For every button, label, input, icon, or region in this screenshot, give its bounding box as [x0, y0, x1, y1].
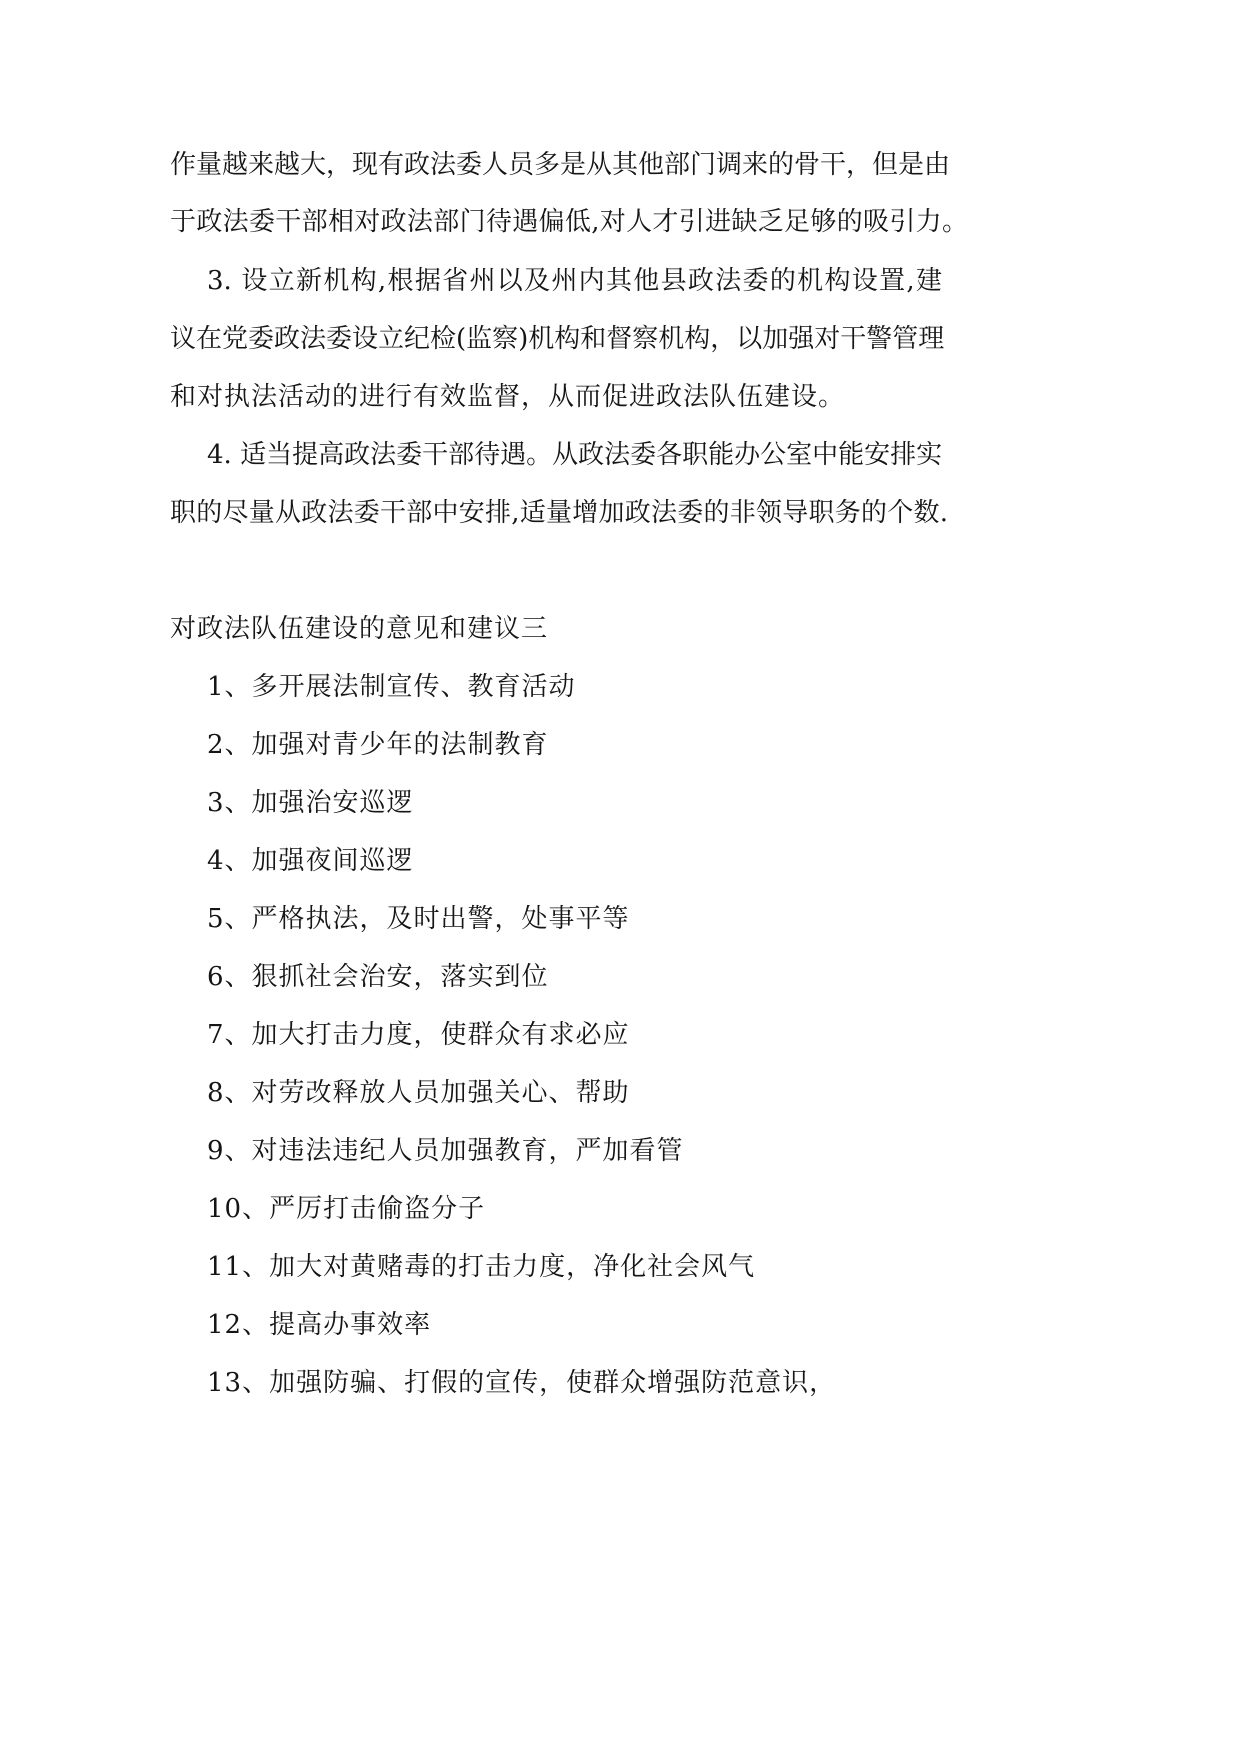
text-line: 议在党委政法委设立纪检(监察)机构和督察机构，以加强对干警管理 — [170, 324, 945, 354]
section-heading: 对政法队伍建设的意见和建议三 — [170, 614, 549, 644]
list-item: 3、加强治安巡逻 — [207, 788, 414, 818]
text-line: 于政法委干部相对政法部门待遇偏低,对人才引进缺乏足够的吸引力。 — [170, 207, 968, 237]
list-item: 6、狠抓社会治安，落实到位 — [207, 962, 549, 992]
list-item: 7、加大打击力度，使群众有求必应 — [207, 1020, 630, 1050]
list-item: 13、加强防骗、打假的宣传，使群众增强防范意识， — [207, 1368, 837, 1398]
numbered-paragraph-4: 4. 适当提高政法委干部待遇。从政法委各职能办公室中能安排实 — [207, 440, 943, 470]
list-item: 8、对劳改释放人员加强关心、帮助 — [207, 1078, 630, 1108]
numbered-paragraph-3: 3. 设立新机构,根据省州以及州内其他县政法委的机构设置,建 — [207, 266, 942, 296]
list-item: 9、对违法违纪人员加强教育，严加看管 — [207, 1136, 684, 1166]
list-item: 1、多开展法制宣传、教育活动 — [207, 672, 576, 702]
text-line: 作量越来越大，现有政法委人员多是从其他部门调来的骨干，但是由 — [170, 150, 951, 180]
list-item: 10、严厉打击偷盗分子 — [207, 1194, 486, 1224]
list-item: 12、提高办事效率 — [207, 1310, 432, 1340]
list-item: 2、加强对青少年的法制教育 — [207, 730, 549, 760]
text-line: 职的尽量从政法委干部中安排,适量增加政法委的非领导职务的个数. — [170, 498, 948, 528]
list-item: 11、加大对黄赌毒的打击力度，净化社会风气 — [207, 1252, 756, 1282]
list-item: 5、严格执法，及时出警，处事平等 — [207, 904, 630, 934]
list-item: 4、加强夜间巡逻 — [207, 846, 414, 876]
text-line: 和对执法活动的进行有效监督，从而促进政法队伍建设。 — [170, 382, 846, 412]
